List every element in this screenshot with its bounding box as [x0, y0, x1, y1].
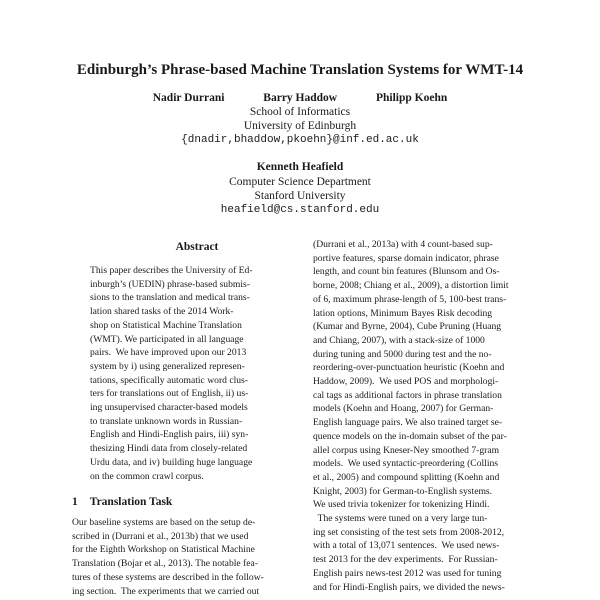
text-line: English and Hindi-English pairs, iii) syn- [90, 429, 249, 441]
text-line: on the common crawl corpus. [90, 470, 204, 482]
section-body [72, 516, 306, 598]
right-column-body [313, 238, 529, 594]
author-list [0, 92, 600, 104]
text-line: (WMT). We participated in all language [90, 333, 244, 345]
author-name: Philipp Koehn [375, 92, 448, 104]
text-line: Urdu data, and iv) building huge language [90, 456, 253, 468]
text-line: ters for translations out of English, ii) us- [90, 388, 249, 400]
text-line: models (Koehn and Hoang, 2007) for German- [313, 403, 494, 415]
text-line: borne, 2008; Chiang et al., 2009), a distortion limit [313, 280, 509, 292]
section-number: 1 [72, 496, 78, 508]
text-line: and Chiang, 2007), with a stack-size of 1000 [313, 334, 485, 346]
text-line: Translation (Bojar et al., 2013). The notable fea- [72, 558, 258, 570]
text-line: ing set consisting of the test sets from 2008-2012, [313, 526, 505, 538]
text-line: for the Eighth Workshop on Statistical Machine [72, 544, 255, 556]
text-line: This paper describes the University of Ed- [90, 265, 253, 276]
text-line: scribed in (Durrani et al., 2013b) that we used [72, 530, 249, 542]
text-line: Haddow, 2009). We used POS and morphologi- [313, 376, 499, 388]
text-line: (Kumar and Byrne, 2004), Cube Pruning (Huang [313, 321, 502, 333]
text-line: Knight, 2003) for German-to-English systems. [313, 485, 493, 497]
text-line: during tuning and 5000 during test and the no- [313, 348, 492, 360]
text-line: lation options, Minimum Bayes Risk decoding [313, 307, 493, 319]
abstract-heading: Abstract [175, 241, 219, 253]
text-line: reordering-over-punctuation heuristic (Koehn and [313, 362, 505, 374]
author-name: Kenneth Heafield [256, 161, 344, 173]
text-line: test 2013 for the dev experiments. For Russian- [313, 554, 498, 566]
affiliation-line: University of Edinburgh [243, 120, 357, 132]
text-line: to translate unknown words in Russian- [90, 415, 243, 427]
text-line: We used trivia tokenizer for tokenizing Hindi. [313, 499, 490, 511]
affiliation-line: School of Informatics [249, 106, 351, 118]
affiliation-line: Computer Science Department [229, 176, 371, 188]
text-line: system by i) using generalized represen- [90, 360, 245, 372]
author-name: Nadir Durrani [152, 92, 225, 104]
abstract-body [90, 264, 304, 483]
text-line: et al., 2005) and compound splitting (Koehn and [313, 471, 500, 483]
section-heading [72, 496, 172, 508]
author-email: {dnadir,bhaddow,pkoehn}@inf.ed.ac.uk [181, 134, 419, 146]
text-line: cal tags as additional factors in phrase translation [313, 389, 502, 401]
text-line: pairs. We have improved upon our 2013 [90, 347, 247, 359]
text-line: allel corpus using Kneser-Ney smoothed 7-gram [313, 444, 500, 456]
text-line: lation shared tasks of the 2014 Work- [90, 306, 234, 318]
text-line: English language pairs. We also trained target se- [313, 417, 503, 429]
text-line: quence models on the in-domain subset of the par- [313, 430, 507, 442]
section-title: Translation Task [89, 496, 173, 508]
text-line: sions to the translation and medical trans- [90, 292, 250, 304]
text-line: (Durrani et al., 2013a) with 4 count-based sup- [313, 239, 493, 250]
text-line: thesizing Hindi data from closely-related [90, 443, 248, 455]
author-name: Barry Haddow [263, 92, 338, 104]
text-line: ing section. The experiments that we carried out [72, 585, 260, 597]
text-line: inburgh’s (UEDIN) phrase-based submis- [90, 278, 250, 290]
text-line: length, and count bin features (Blunsom and Os- [313, 266, 500, 278]
text-line: and for Hindi-English pairs, we divided the news- [313, 581, 505, 593]
text-line: portive features, sparse domain indicator, phrase [313, 252, 499, 264]
text-line: tations, specifically automatic word clus- [90, 374, 248, 386]
text-line: The systems were tuned on a very large tun- [313, 513, 488, 525]
author-email: heafield@cs.stanford.edu [220, 204, 380, 216]
affiliation-line: Stanford University [254, 190, 346, 202]
paper-title: Edinburgh’s Phrase-based Machine Translation Systems for WMT-14 [76, 62, 524, 78]
text-line: Our baseline systems are based on the setup de- [72, 517, 256, 528]
text-line: ing unsupervised character-based models [90, 402, 248, 414]
text-line: of 6, maximum phrase-length of 5, 100-best trans- [313, 293, 507, 305]
text-line: models. We used syntactic-preordering (Collins [313, 458, 499, 470]
text-line: English pairs news-test 2012 was used for tuning [313, 567, 502, 579]
text-line: shop on Statistical Machine Translation [90, 319, 242, 331]
text-line: with a total of 13,071 sentences. We used news- [313, 540, 500, 552]
text-line: tures of these systems are described in the follow- [72, 571, 264, 583]
